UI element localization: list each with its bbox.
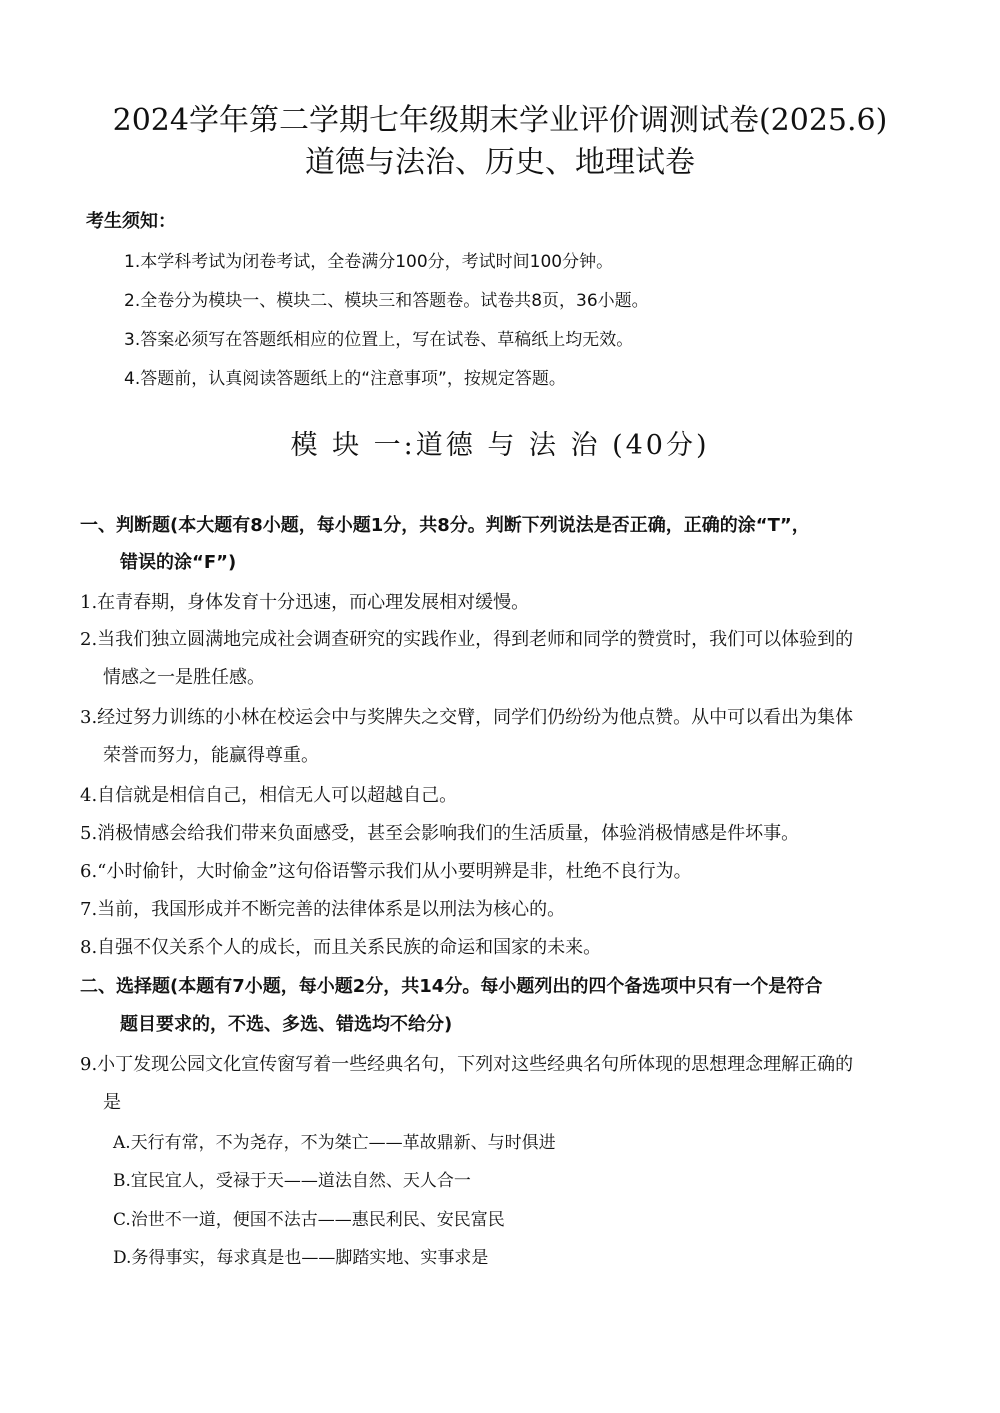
- notice-item: 3.答案必须写在答题纸相应的位置上，写在试卷、草稿纸上均无效。: [124, 330, 634, 350]
- option-d: D.务得事实，每求真是也——脚踏实地、实事求是: [113, 1248, 489, 1268]
- section2-heading-cont: 题目要求的，不选、多选、错选均不给分): [120, 1014, 453, 1035]
- notice-item: 2.全卷分为模块一、模块二、模块三和答题卷。试卷共8页，36小题。: [124, 291, 649, 311]
- module-title: 模 块 一:道德 与 法 治 (40分): [290, 430, 710, 461]
- question-7: 7.当前，我国形成并不断完善的法律体系是以刑法为核心的。: [80, 899, 566, 920]
- section2-heading: 二、选择题(本题有7小题，每小题2分，共14分。每小题列出的四个备选项中只有一个是符合: [80, 976, 823, 997]
- question-1: 1.在青春期，身体发育十分迅速，而心理发展相对缓慢。: [80, 592, 530, 613]
- option-a: A.天行有常，不为尧存，不为桀亡——革故鼎新、与时俱进: [113, 1133, 556, 1153]
- question-3-cont: 荣誉而努力，能赢得尊重。: [103, 745, 319, 766]
- question-2-cont: 情感之一是胜任感。: [103, 667, 265, 688]
- exam-title-line2: 道德与法治、历史、地理试卷: [305, 145, 695, 180]
- question-9-cont: 是: [103, 1092, 121, 1113]
- question-4: 4.自信就是相信自己，相信无人可以超越自己。: [80, 785, 458, 806]
- question-9: 9.小丁发现公园文化宣传窗写着一些经典名句，下列对这些经典名句所体现的思想理念理解正确的: [80, 1054, 854, 1075]
- notice-item: 1.本学科考试为闭卷考试，全卷满分100分，考试时间100分钟。: [124, 252, 614, 272]
- option-c: C.治世不一道，便国不法古——惠民利民、安民富民: [113, 1210, 505, 1230]
- notice-heading: 考生须知：: [86, 211, 176, 232]
- section1-heading-cont: 错误的涂“F”): [120, 552, 237, 573]
- section1-heading: 一、判断题(本大题有8小题，每小题1分，共8分。判断下列说法是否正确，正确的涂“T”，: [80, 515, 810, 536]
- exam-title-line1: 2024学年第二学期七年级期末学业评价调测试卷(2025.6): [112, 103, 888, 138]
- question-6: 6.“小时偷针，大时偷金”这句俗语警示我们从小要明辨是非，杜绝不良行为。: [80, 861, 692, 882]
- option-b: B.宜民宜人，受禄于天——道法自然、天人合一: [113, 1171, 471, 1191]
- question-5: 5.消极情感会给我们带来负面感受，甚至会影响我们的生活质量，体验消极情感是件坏事。: [80, 823, 800, 844]
- question-2: 2.当我们独立圆满地完成社会调查研究的实践作业，得到老师和同学的赞赏时，我们可以体验到的: [80, 629, 854, 650]
- question-3: 3.经过努力训练的小林在校运会中与奖牌失之交臂，同学们仍纷纷为他点赞。从中可以看出为集体: [80, 707, 854, 728]
- notice-item: 4.答题前，认真阅读答题纸上的“注意事项”，按规定答题。: [124, 369, 566, 389]
- question-8: 8.自强不仅关系个人的成长，而且关系民族的命运和国家的未来。: [80, 937, 602, 958]
